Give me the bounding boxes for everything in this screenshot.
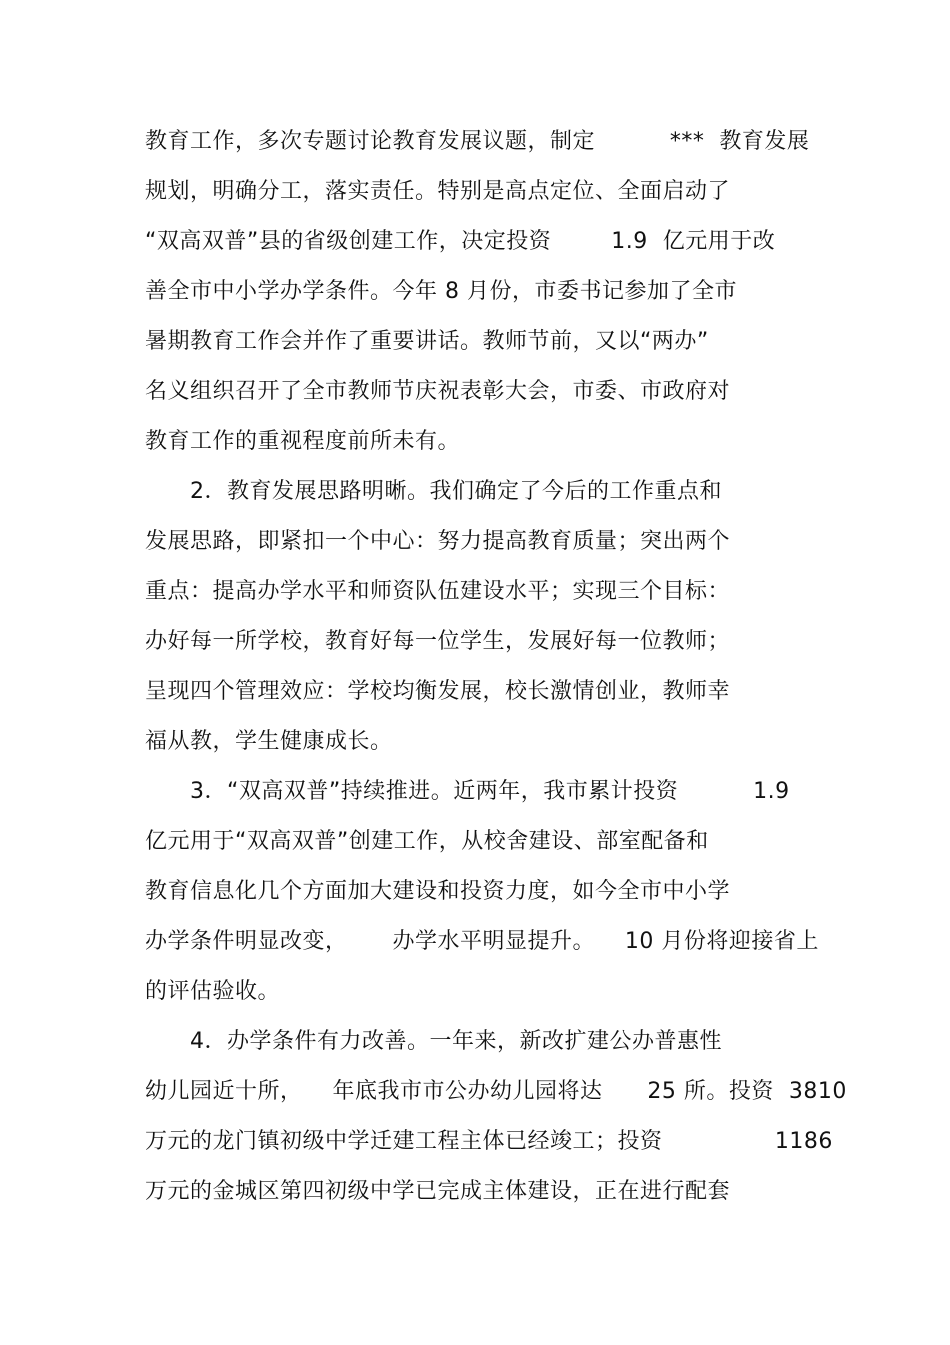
text-line: 教育工作，多次专题讨论教育发展议题，制定 *** 教育发展	[145, 129, 810, 154]
text-line: 万元的龙门镇初级中学迁建工程主体已经竣工；投资 1186	[145, 1129, 833, 1154]
text-line: 规划，明确分工，落实责任。特别是高点定位、全面启动了	[145, 179, 731, 204]
text-line: 善全市中小学办学条件。今年 8 月份，市委书记参加了全市	[145, 279, 737, 304]
text-line: “双高双普”县的省级创建工作，决定投资 1.9 亿元用于改	[145, 229, 776, 254]
paragraph-start: 3．“双高双普”持续推进。近两年，我市累计投资 1.9	[145, 779, 790, 804]
text-line: 的评估验收。	[145, 979, 281, 1004]
text-line: 重点：提高办学水平和师资队伍建设水平；实现三个目标：	[145, 579, 731, 604]
text-line: 暑期教育工作会并作了重要讲话。教师节前，又以“两办”	[145, 329, 709, 354]
text-line: 办学条件明显改变， 办学水平明显提升。 10 月份将迎接省上	[145, 929, 819, 954]
text-line: 幼儿园近十所， 年底我市市公办幼儿园将达 25 所。投资 3810	[145, 1079, 847, 1104]
text-line: 福从教，学生健康成长。	[145, 729, 393, 754]
text-line: 教育信息化几个方面加大建设和投资力度，如今全市中小学	[145, 879, 731, 904]
paragraph-start: 4．办学条件有力改善。一年来，新改扩建公办普惠性	[145, 1029, 722, 1054]
paragraph-start: 2．教育发展思路明晰。我们确定了今后的工作重点和	[145, 479, 722, 504]
text-line: 万元的金城区第四初级中学已完成主体建设，正在进行配套	[145, 1179, 731, 1204]
text-line: 教育工作的重视程度前所未有。	[145, 429, 461, 454]
text-line: 办好每一所学校，教育好每一位学生，发展好每一位教师；	[145, 629, 731, 654]
text-line: 名义组织召开了全市教师节庆祝表彰大会，市委、市政府对	[145, 379, 731, 404]
text-line: 发展思路，即紧扣一个中心：努力提高教育质量；突出两个	[145, 529, 731, 554]
text-line: 呈现四个管理效应：学校均衡发展，校长激情创业，教师幸	[145, 679, 731, 704]
text-line: 亿元用于“双高双普”创建工作，从校舍建设、部室配备和	[145, 829, 709, 854]
